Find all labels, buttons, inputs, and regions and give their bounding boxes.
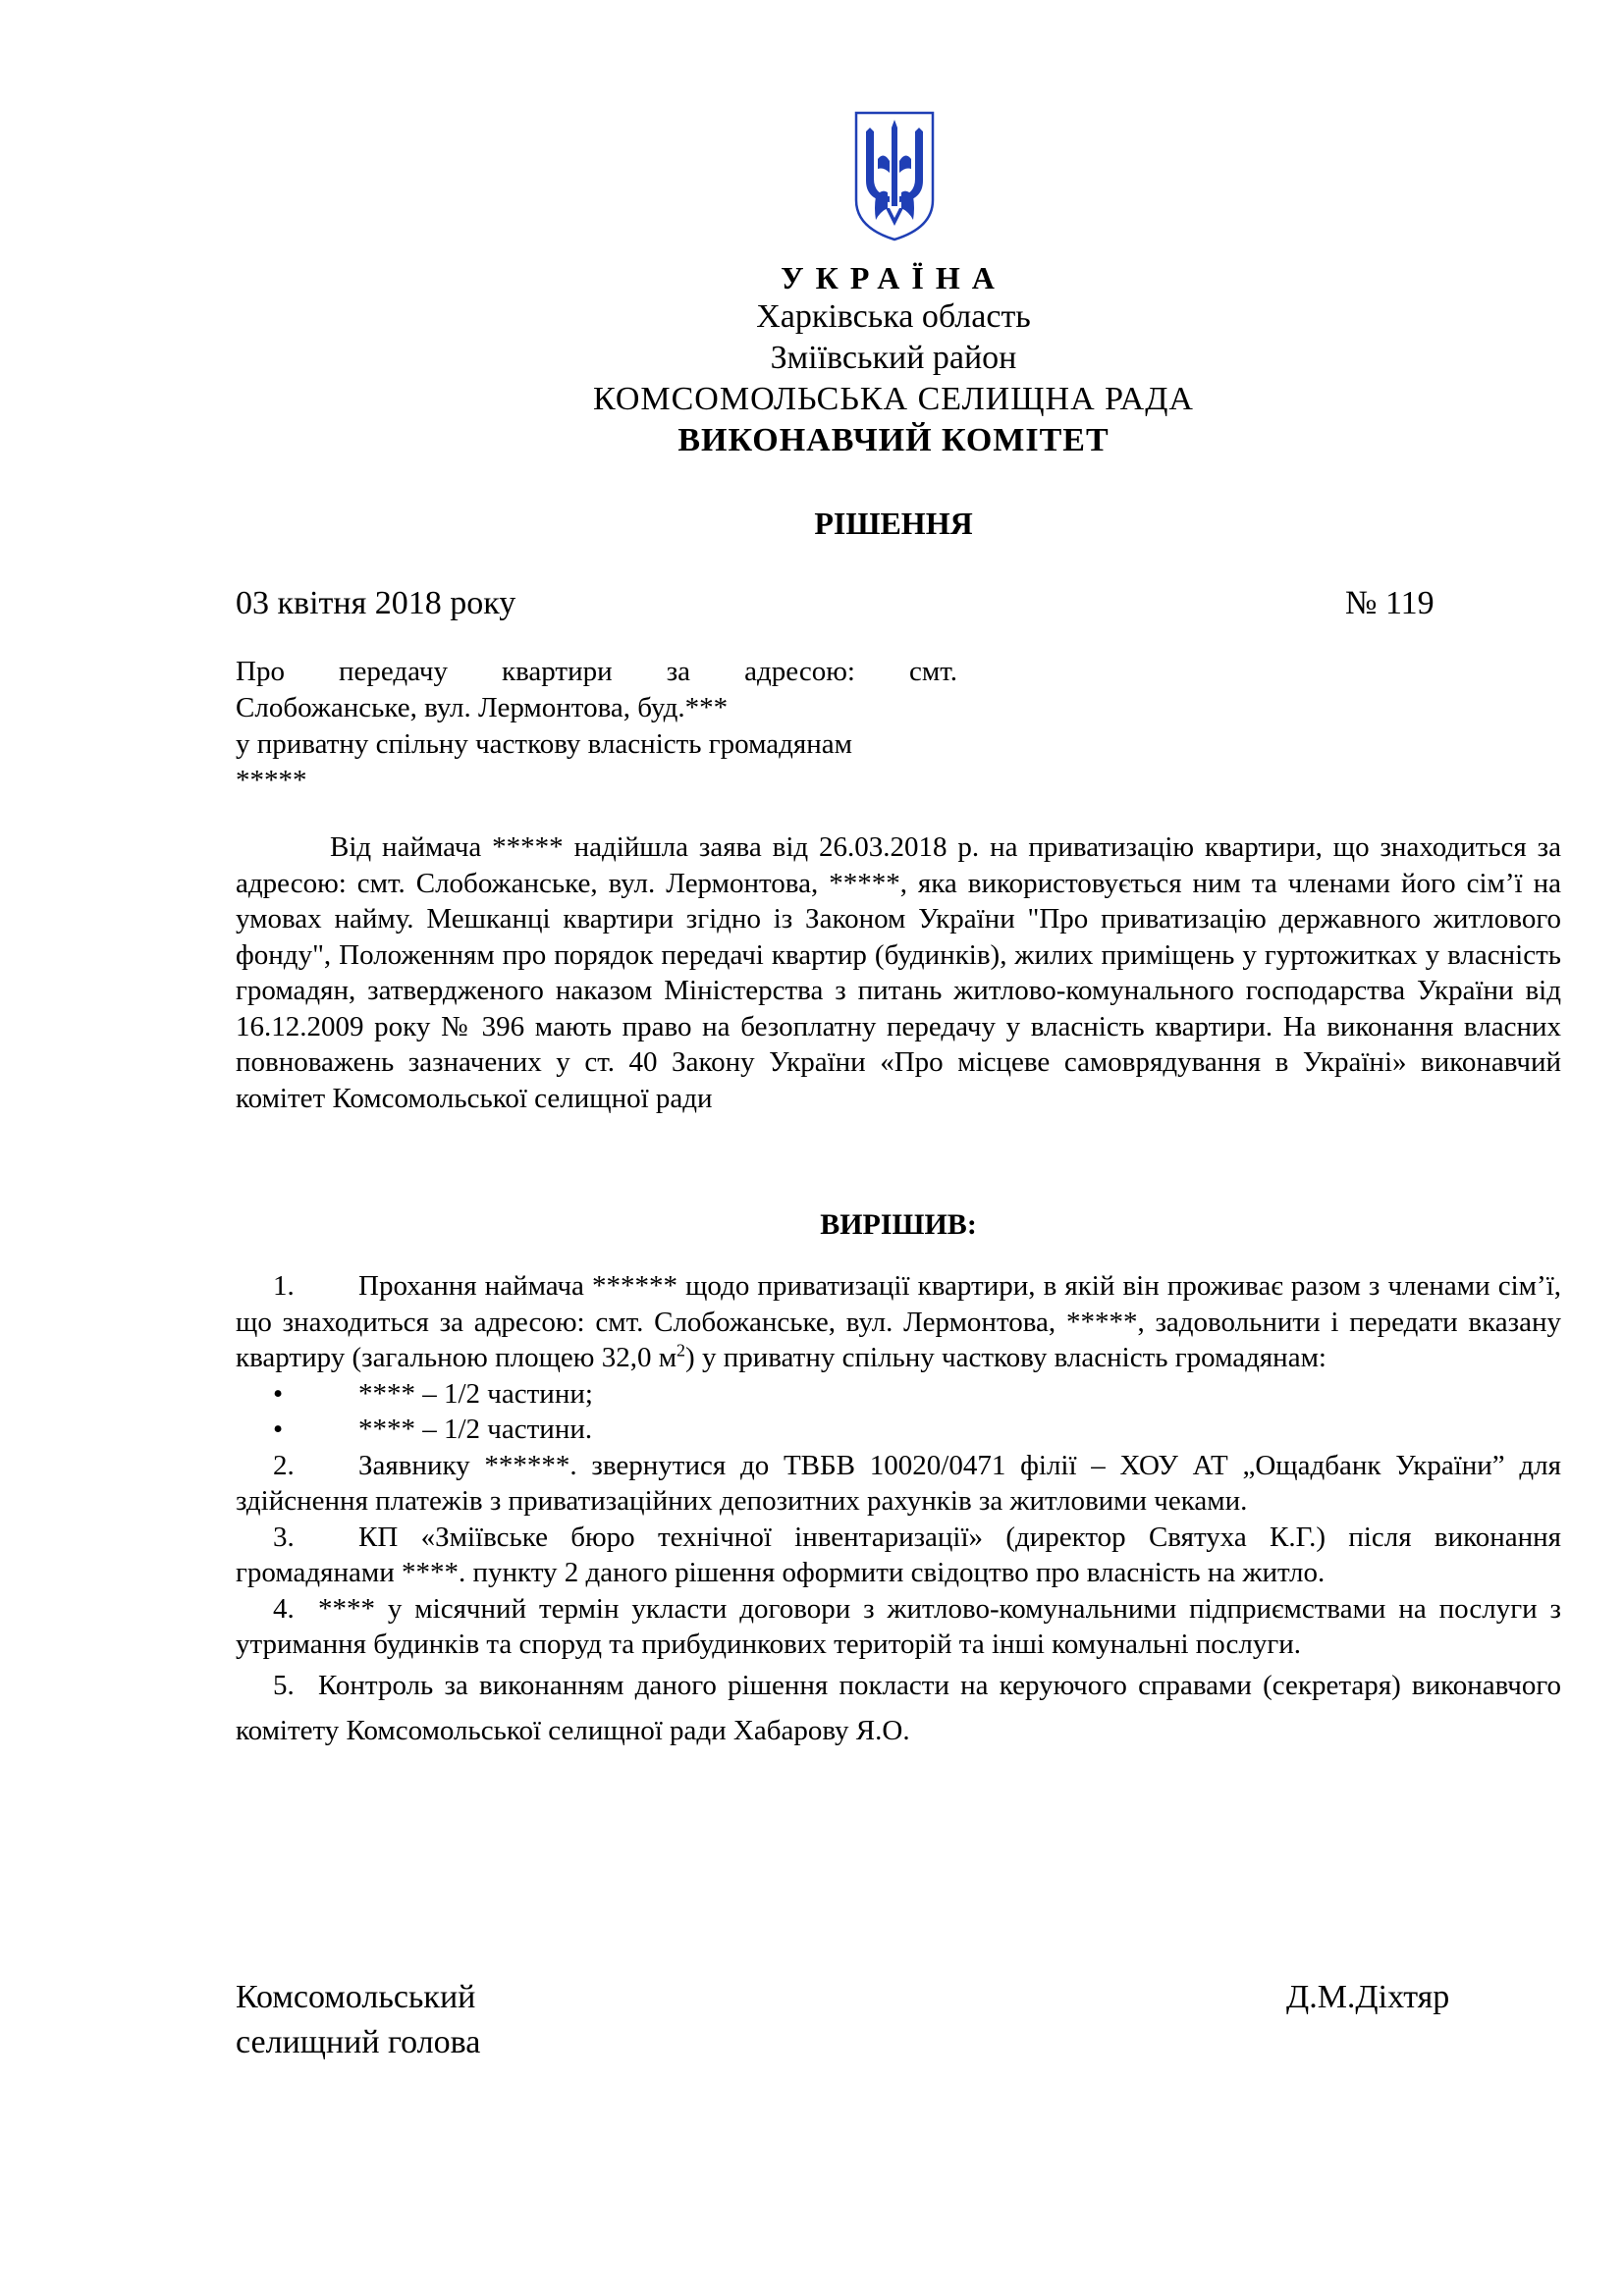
item-number: 3. (273, 1521, 295, 1553)
signatory-title-line: Комсомольський (236, 1979, 476, 2015)
item-text: ) у приватну спільну часткову власність громадянам: (685, 1342, 1326, 1373)
item-text: Заявнику ******. звернутися до ТВБВ 10020/0471 філії – ХОУ АТ „Ощадбанк України” для здійснення платежів з приватизаційних депозитних рахунків за житловими чеками. (236, 1449, 1561, 1517)
document-type-heading: РІШЕННЯ (814, 506, 973, 541)
country-title: УКРАЇНА (781, 260, 1006, 295)
council-name: КОМСОМОЛЬСЬКА СЕЛИЩНА РАДА (593, 381, 1194, 417)
share-text: **** – 1/2 частини; (358, 1377, 593, 1410)
superscript: 2 (677, 1340, 686, 1361)
resolution-item-3 (236, 1520, 1561, 1591)
item-text: Прохання наймача ****** щодо приватизації квартири, в якій він проживає разом з членами сім’ї, що знаходиться за адресою: смт. Слобожанське, вул. Лермонтова, *****, задовольнити і передати вказану квартиру (загальною площею 32,0 м (236, 1270, 1561, 1373)
subject-line: Слобожанське, вул. Лермонтова, буд.*** (236, 692, 729, 723)
resolution-items (236, 1268, 1561, 1753)
coat-of-arms-trident-icon (852, 110, 937, 242)
bullet-icon: • (273, 1377, 284, 1410)
item-text: Контроль за виконанням даного рішення покласти на керуючого справами (секретаря) виконавчого комітету Комсомольської селищної ради Хабарову Я.О. (236, 1669, 1561, 1746)
item-number: 4. (273, 1592, 295, 1625)
signatory-title-line: селищний голова (236, 2024, 481, 2060)
item-number: 2. (273, 1449, 295, 1481)
resolution-item-1 (236, 1268, 1561, 1376)
resolution-item-2 (236, 1448, 1561, 1520)
share-list-item (236, 1412, 1561, 1448)
signatory-name: Д.М.Діхтяр (1286, 1979, 1450, 2015)
decision-number: № 119 (1345, 585, 1435, 621)
item-number: 5. (273, 1669, 295, 1701)
item-text: КП «Зміївське бюро технічної інвентаризації» (директор Святуха К.Г.) після виконання громадянами ****. пункту 2 даного рішення оформити свідоцтво про власність на житло. (236, 1521, 1561, 1588)
district-line: Зміївський район (770, 340, 1017, 376)
committee-name: ВИКОНАВЧИЙ КОМІТЕТ (677, 422, 1110, 458)
share-list-item (236, 1376, 1561, 1413)
resolution-item-5 (236, 1663, 1561, 1753)
item-number: 1. (273, 1270, 295, 1302)
bullet-icon: • (273, 1414, 284, 1445)
share-text: **** – 1/2 частини. (358, 1414, 593, 1445)
subject-line: у приватну спільну часткову власність громадянам (236, 728, 852, 760)
subject-line: Про передачу квартири за адресою: смт. (236, 656, 957, 687)
region-line: Харківська область (756, 298, 1031, 335)
resolved-heading: ВИРІШИВ: (820, 1208, 977, 1241)
item-text: **** у місячний термін укласти договори з житлово-комунальними підприємствами на послуги з утримання будинків та споруд та прибудинкових територій та інші комунальні послуги. (236, 1592, 1561, 1660)
subject-line: ***** (236, 765, 307, 796)
decision-date: 03 квітня 2018 року (236, 585, 516, 621)
resolution-item-4 (236, 1591, 1561, 1663)
decision-subject (236, 654, 957, 799)
preamble-paragraph: Від наймача ***** надійшла заява від 26.03.2018 р. на приватизацію квартири, що знаходиться за адресою: смт. Слобожанське, вул. Лермонтова, *****, яка використовується ним та членами його сім’ї на умовах найму. Мешканці квартири згідно із Законом України "Про приватизацію державного житлового фонду", Положенням про порядок передачі квартир (будинків), жилих приміщень у гуртожитках у власність громадян, затвердженого наказом Міністерства з питань житлово-комунального господарства України від 16.12.2009 року № 396 мають право на безоплатну передачу у власність квартири. На виконання власних повноважень зазначених у ст. 40 Закону України «Про місцеве самоврядування в Україні» виконавчий комітет Комсомольської селищної ради (236, 831, 1561, 1114)
signatory-title (236, 1975, 480, 2065)
